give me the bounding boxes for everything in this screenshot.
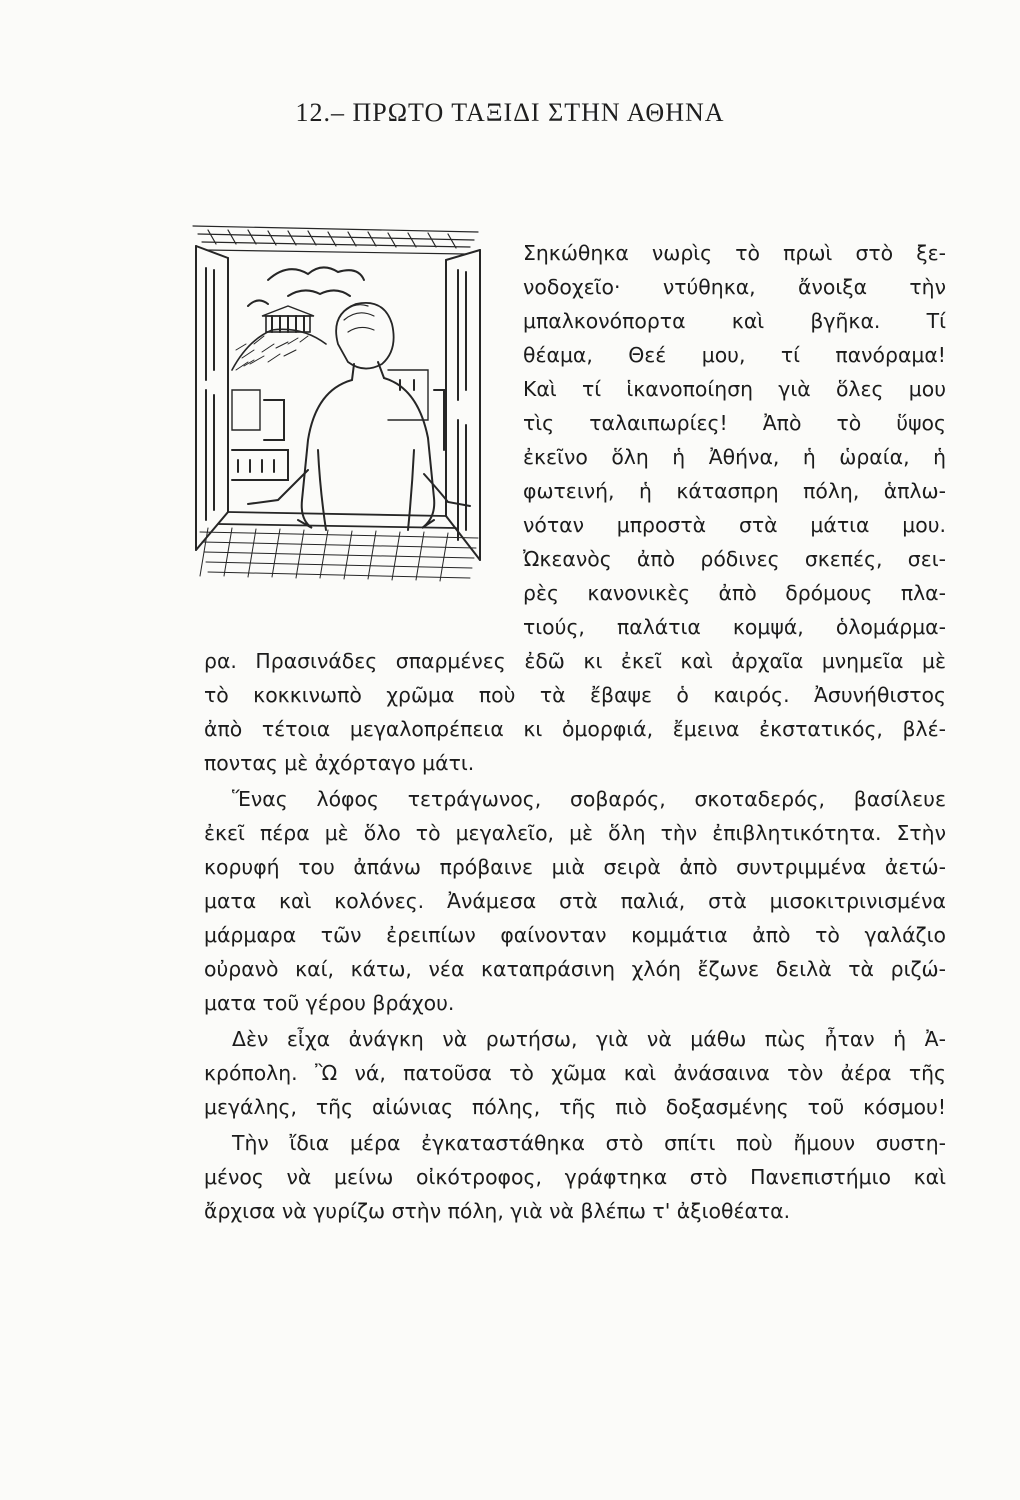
paragraph-start-line: Ἕνας λόφος τετράγωνος, σοβαρός, σκοταδερός, βασίλευε [232,787,946,811]
body-line: μεγάλης, τῆς αἰώνιας πόλης, τῆς πιὸ δοξασμένης τοῦ κόσμου! [204,1095,946,1119]
body-line: Καὶ τί ἱκανοποίηση γιὰ ὅλες μου [523,377,946,401]
body-line: τὸ κοκκινωπὸ χρῶμα ποὺ τὰ ἔβαψε ὁ καιρός. Ἀσυνήθιστος [204,683,946,707]
chapter-title: 12.– ΠΡΩΤΟ ΤΑΞΙΔΙ ΣΤΗΝ ΑΘΗΝΑ [295,98,725,127]
body-line: φωτεινή, ἡ κάτασπρη πόλη, ἁπλω- [523,479,946,503]
body-line: ματα τοῦ γέρου βράχου. [204,991,455,1015]
body-line: ἐκεῖ πέρα μὲ ὅλο τὸ μεγαλεῖο, μὲ ὅλη τὴν ἐπιβλητικότητα. Στὴν [204,821,946,845]
body-line: τὶς ταλαιπωρίες! Ἀπὸ τὸ ὕψος [523,411,946,435]
body-line: ρα. Πρασινάδες σπαρμένες ἐδῶ κι ἐκεῖ καὶ ἀρχαῖα μνημεῖα μὲ [204,649,946,673]
body-line: ἐκεῖνο ὅλη ἡ Ἀθήνα, ἡ ὡραία, ἡ [523,445,946,469]
body-line: μάρμαρα τῶν ἐρειπίων φαίνονταν κομμάτια ἀπὸ τὸ γαλάζιο [204,923,946,947]
window-illustration [188,220,486,582]
awning-hatching [193,226,478,254]
body-line: μπαλκονόπορτα καὶ βγῆκα. Τί [523,309,946,333]
body-line: ρὲς κανονικὲς ἀπὸ δρόμους πλα- [523,581,946,605]
body-line: ματα καὶ κολόνες. Ἀνάμεσα στὰ παλιά, στὰ μισοκιτρινισμένα [204,889,946,913]
man-at-window-acropolis-illustration [188,220,486,582]
body-line: τιούς, παλάτια κομψά, ὁλομάρμα- [523,615,946,639]
body-line: θέαμα, Θεέ μου, τί πανόραμα! [523,343,946,367]
body-line: νοδοχεῖο· ντύθηκα, ἄνοιξα τὴν [523,275,946,299]
body-line: ἀπὸ τέτοια μεγαλοπρέπεια κι ὀμορφιά, ἔμεινα ἐκστατικός, βλέ- [204,717,946,741]
body-line: κρόπολη. Ὢ νά, πατοῦσα τὸ χῶμα καὶ ἀνάσαινα τὸν ἀέρα τῆς [204,1061,946,1085]
body-line: οὐρανὸ καί, κάτω, νέα καταπράσινη χλόη ἔζωνε δειλὰ τὰ ριζώ- [204,957,946,981]
body-line: Ὠκεανὸς ἀπὸ ρόδινες σκεπές, σει- [523,547,946,571]
body-line: μένος νὰ μείνω οἰκότροφος, γράφτηκα στὸ Πανεπιστήμιο καὶ [204,1165,946,1189]
paragraph-start-line: Τὴν ἴδια μέρα ἐγκαταστάθηκα στὸ σπίτι ποὺ ἤμουν συστη- [232,1131,946,1155]
body-line: ποντας μὲ ἀχόρταγο μάτι. [204,751,475,775]
body-line: ἄρχισα νὰ γυρίζω στὴν πόλη, γιὰ νὰ βλέπω τ' ἀξιοθέατα. [204,1199,791,1223]
paragraph-start-line: Δὲν εἶχα ἀνάγκη νὰ ρωτήσω, γιὰ νὰ μάθω πὼς ἦταν ἡ Ἀ- [232,1027,946,1051]
floor-hatching [200,528,478,581]
body-line: Σηκώθηκα νωρὶς τὸ πρωὶ στὸ ξε- [523,241,946,265]
hill-shading [236,336,308,370]
body-line: νόταν μπροστὰ στὰ μάτια μου. [523,513,946,537]
body-line: κορυφή του ἀπάνω πρόβαινε μιὰ σειρὰ ἀπὸ συντριμμένα ἀετώ- [204,855,946,879]
